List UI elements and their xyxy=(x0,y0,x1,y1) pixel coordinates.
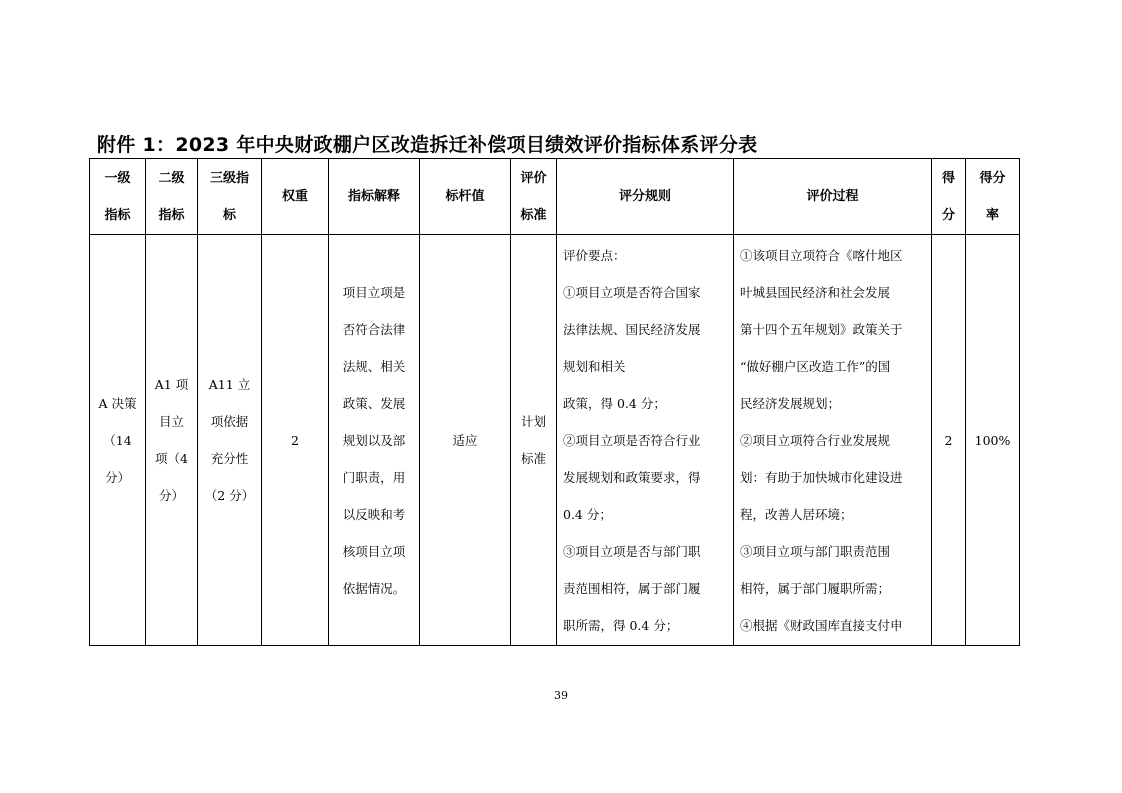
header-benchmark: 标杆值 xyxy=(420,159,511,235)
cell-rules: 评价要点： ①项目立项是否符合国家 法律法规、国民经济发展 规划和相关 政策，得 0.4 分； ②项目立项是否符合行业 发展规划和政策要求，得 0.4 分； ③项目立项是否与部门职 责范围相符，属于部门履 职所需，得 0.4 分； xyxy=(557,235,734,646)
cell-explanation: 项目立项是 否符合法律 法规、相关 政策、发展 规划以及部 门职责，用 以反映和考 核项目立项 依据情况。 xyxy=(329,235,420,646)
header-process: 评价过程 xyxy=(734,159,932,235)
table-row xyxy=(90,235,1020,646)
cell-weight: 2 xyxy=(262,235,329,646)
cell-rate: 100% xyxy=(966,235,1020,646)
cell-benchmark: 适应 xyxy=(420,235,511,646)
cell-level2: A1 项 目立 项（4 分） xyxy=(146,235,198,646)
header-explanation: 指标解释 xyxy=(329,159,420,235)
header-eval-std: 评价 标准 xyxy=(511,159,557,235)
cell-process: ①该项目立项符合《喀什地区 叶城县国民经济和社会发展 第十四个五年规划》政策关于 “做好棚户区改造工作”的国 民经济发展规划； ②项目立项符合行业发展规 划：有助于加快城市化建设进 程，改善人居环境； ③项目立项与部门职责范围 相符，属于部门履职所需； ④根据《财政国库直接支付申 xyxy=(734,235,932,646)
header-weight: 权重 xyxy=(262,159,329,235)
header-level3: 三级指 标 xyxy=(198,159,262,235)
cell-level1: A 决策 （14 分） xyxy=(90,235,146,646)
cell-score: 2 xyxy=(932,235,966,646)
header-rate: 得分 率 xyxy=(966,159,1020,235)
header-level1: 一级 指标 xyxy=(90,159,146,235)
header-score: 得 分 xyxy=(932,159,966,235)
page-number: 39 xyxy=(554,689,568,702)
evaluation-table xyxy=(89,158,1020,646)
header-rules: 评分规则 xyxy=(557,159,734,235)
header-row xyxy=(90,159,1020,235)
header-level2: 二级 指标 xyxy=(146,159,198,235)
page-title: 附件 1：2023 年中央财政棚户区改造拆迁补偿项目绩效评价指标体系评分表 xyxy=(97,134,758,156)
cell-level3: A11 立 项依据 充分性 （2 分） xyxy=(198,235,262,646)
cell-eval-std: 计划 标准 xyxy=(511,235,557,646)
